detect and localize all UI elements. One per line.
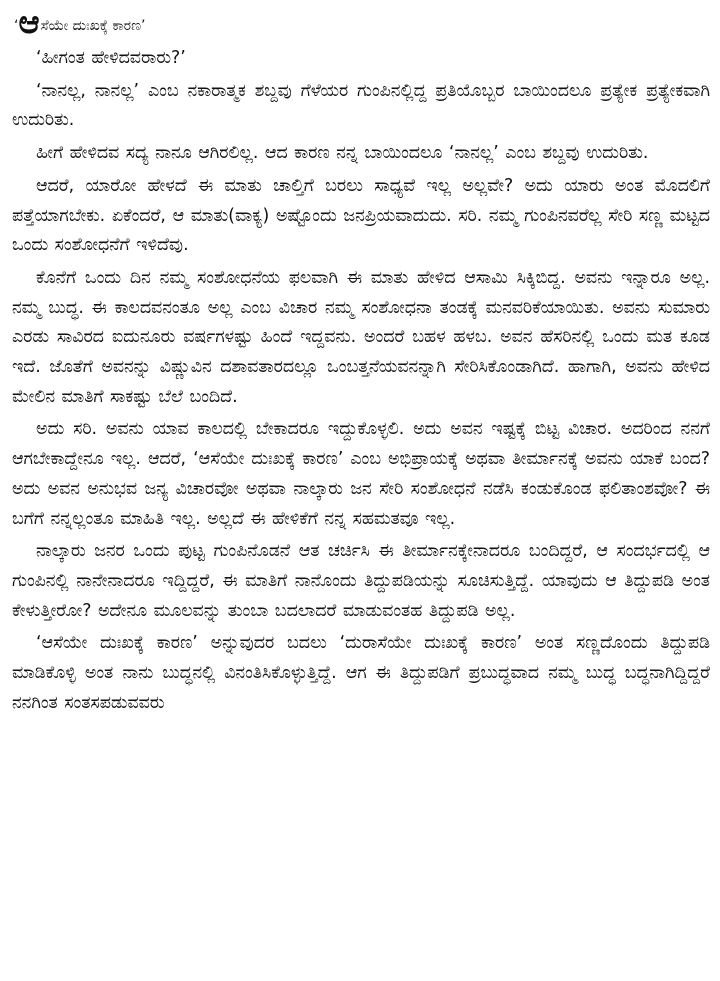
paragraph-3: ಹೀಗೆ ಹೇಳಿದವ ಸದ್ಯ ನಾನೂ ಆಗಿರಲಿಲ್ಲ. ಆದ ಕಾರಣ ನನ್ನ ಬಾಯಿಂದಲೂ ‘ನಾನಲ್ಲ’ ಎಂಬ ಶಬ್ದವು ಉದುರಿತು. (36, 143, 649, 164)
paragraph-8: ‘ಆಸೆಯೇ ದುಃಖಕ್ಕೆ ಕಾರಣ’ ಅನ್ನುವುದರ ಬದಲು ‘ದುರಾಸೆಯೇ ದುಃಖಕ್ಕೆ ಕಾರಣ’ ಅಂತ ಸಣ್ಣದೊಂದು ತಿದ್ದುಪಡಿ ಮಾಡಿಕೊಳ್ಳಿ ಅಂತ ನಾನು ಬುದ್ಧನಲ್ಲಿ ವಿನಂತಿಸಿಕೊಳ್ಳುತ್ತಿದ್ದೆ. ಆಗ ಈ ತಿದ್ದುಪಡಿಗೆ ಪ್ರಬುದ್ಧವಾದ ನಮ್ಮ ಬುದ್ಧ ಬದ್ಧನಾಗಿದ್ದಿದ್ದರೆ ನನಗಿಂತ ಸಂತಸಪಡುವವರು (12, 633, 710, 713)
paragraph-7: ನಾಲ್ಕಾರು ಜನರ ಒಂದು ಪುಟ್ಟ ಗುಂಪಿನೊಡನೆ ಆತ ಚರ್ಚಿಸಿ ಈ ತೀರ್ಮಾನಕ್ಕೇನಾದರೂ ಬಂದಿದ್ದರೆ, ಆ ಸಂದರ್ಭದಲ್ಲಿ ಆ ಗುಂಪಿನಲ್ಲಿ ನಾನೇನಾದರೂ ಇದ್ದಿದ್ದರೆ, ಈ ಮಾತಿಗೆ ನಾನೊಂದು ತಿದ್ದುಪಡಿಯನ್ನು ಸೂಚಿಸುತ್ತಿದ್ದೆ. ಯಾವುದು ಆ ತಿದ್ದುಪಡಿ ಅಂತ ಕೇಳುತ್ತೀರೋ? ಅದೇನೂ ಮೂಲವನ್ನು ತುಂಬಾ ಬದಲಾದರೆ ಮಾಡುವಂತಹ ತಿದ್ದುಪಡಿ ಅಲ್ಲ. (12, 541, 710, 621)
paragraph-5: ಕೊನೆಗೆ ಒಂದು ದಿನ ನಮ್ಮ ಸಂಶೋಧನೆಯ ಫಲವಾಗಿ ಈ ಮಾತು ಹೇಳಿದ ಆಸಾಮಿ ಸಿಕ್ಕಿಬಿದ್ದ. ಅವನು ಇನ್ನಾರೂ ಅಲ್ಲ. ನಮ್ಮ ಬುದ್ಧ. ಈ ಕಾಲದವನಂತೂ ಅಲ್ಲ ಎಂಬ ವಿಚಾರ ನಮ್ಮ ಸಂಶೋಧನಾ ತಂಡಕ್ಕೆ ಮನವರಿಕೆಯಾಯಿತು. ಅವನು ಸುಮಾರು ಎರಡು ಸಾವಿರದ ಐದುನೂರು ವರ್ಷಗಳಷ್ಟು ಹಿಂದೆ ಇದ್ದವನು. ಅಂದರೆ ಬಹಳ ಹಳಬ. ಅವನ ಹೆಸರಿನಲ್ಲಿ ಒಂದು ಮತ ಕೂಡ ಇದೆ. ಜೊತೆಗೆ ಅವನನ್ನು ವಿಷ್ಣುವಿನ ದಶಾವತಾರದಲ್ಲೂ ಒಂಬತ್ತನೆಯವನನ್ನಾಗಿ ಸೇರಿಸಿಕೊಂಡಾಗಿದೆ. ಹಾಗಾಗಿ, ಅವನು ಹೇಳಿದ ಮೇಲಿನ ಮಾತಿಗೆ ಸಾಕಷ್ಟು ಬೆಲೆ ಬಂದಿದೆ. (12, 267, 710, 407)
article-title (14, 8, 710, 40)
paragraph-1: ‘ಹೀಗಂತ ಹೇಳಿದವರಾರು?’ (36, 48, 186, 68)
title-rest: ಸೆಯೇ ದುಃಖಕ್ಕೆ ಕಾರಣ’ (40, 18, 146, 34)
paragraph-4: ಆದರೆ, ಯಾರೋ ಹೇಳದೆ ಈ ಮಾತು ಚಾಲ್ತಿಗೆ ಬರಲು ಸಾಧ್ಯವೆ ಇಲ್ಲ ಅಲ್ಲವೇ? ಅದು ಯಾರು ಅಂತ ಮೊದಲಿಗೆ ಪತ್ತೆಯಾಗಬೇಕು. ಏಕೆಂದರೆ, ಆ ಮಾತು(ವಾಕ್ಯ) ಅಷ್ಟೊಂದು ಜನಪ್ರಿಯವಾದುದು. ಸರಿ. ನಮ್ಮ ಗುಂಪಿನವರೆಲ್ಲ ಸೇರಿ ಸಣ್ಣ ಮಟ್ಟದ ಒಂದು ಸಂಶೋಧನೆಗೆ ಇಳಿದೆವು. (12, 175, 710, 256)
paragraph-6: ಅದು ಸರಿ. ಅವನು ಯಾವ ಕಾಲದಲ್ಲಿ ಬೇಕಾದರೂ ಇದ್ದುಕೊಳ್ಳಲಿ. ಅದು ಅವನ ಇಷ್ಟಕ್ಕೆ ಬಿಟ್ಟ ವಿಚಾರ. ಅದರಿಂದ ನನಗೆ ಆಗಬೇಕಾದ್ದೇನೂ ಇಲ್ಲ. ಆದರೆ, ‘ಆಸೆಯೇ ದುಃಖಕ್ಕೆ ಕಾರಣ’ ಎಂಬ ಅಭಿಪ್ರಾಯಕ್ಕೆ ಅಥವಾ ತೀರ್ಮಾನಕ್ಕೆ ಅವನು ಯಾಕೆ ಬಂದ? ಅದು ಅವನ ಅನುಭವ ಜನ್ಯ ವಿಚಾರವೋ ಅಥವಾ ನಾಲ್ಕಾರು ಜನ ಸೇರಿ ಸಂಶೋಧನೆ ನಡೆಸಿ ಕಂಡುಕೊಂಡ ಫಲಿತಾಂಶವೋ? ಈ ಬಗೆಗೆ ನನ್ನಲ್ಲಂತೂ ಮಾಹಿತಿ ಇಲ್ಲ. ಅಲ್ಲದೆ ಈ ಹೇಳಿಕೆಗೆ ನನ್ನ ಸಹಮತವೂ ಇಲ್ಲ. (12, 419, 710, 529)
paragraph-2: ‘ನಾನಲ್ಲ, ನಾನಲ್ಲ’ ಎಂಬ ನಕಾರಾತ್ಮಕ ಶಬ್ದವು ಗೆಳೆಯರ ಗುಂಪಿನಲ್ಲಿದ್ದ ಪ್ರತಿಯೊಬ್ಬರ ಬಾಯಿಂದಲೂ ಪ್ರತ್ಯೇಕ ಪ್ರತ್ಯೇಕವಾಗಿ ಉದುರಿತು. (12, 80, 710, 131)
title-dropcap: ಆ (18, 8, 40, 40)
title-open-quote: ‘ (14, 18, 19, 34)
